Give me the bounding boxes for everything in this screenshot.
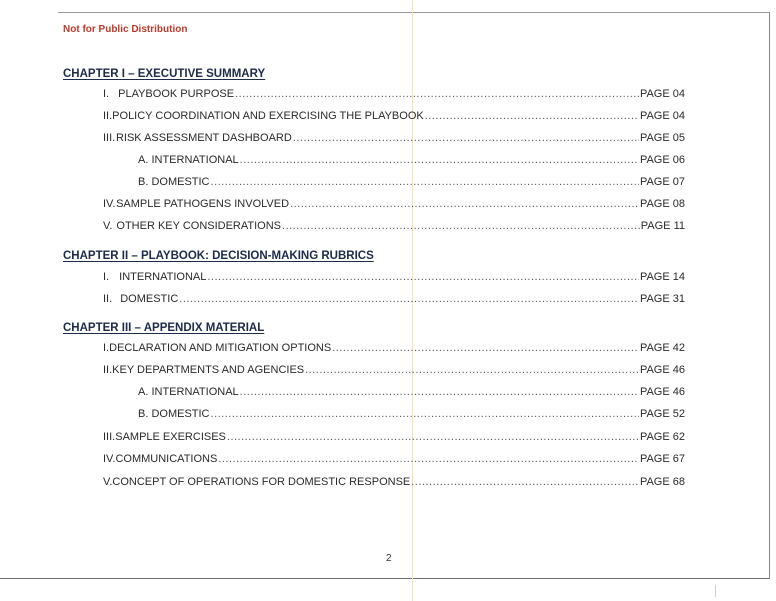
toc-entry-number: V. (103, 476, 113, 488)
toc-entry-page: PAGE 05 (639, 132, 685, 144)
toc-entry[interactable] (103, 453, 685, 469)
page-border-right (769, 12, 770, 578)
toc-entry-page: PAGE 42 (639, 342, 685, 354)
dot-leader (293, 132, 639, 144)
toc-entry-title: B. DOMESTIC (138, 408, 210, 420)
toc-entry-title: B. DOMESTIC (138, 176, 210, 188)
toc-entry-page: PAGE 14 (639, 271, 685, 283)
dot-leader (425, 110, 639, 122)
page-border-top (58, 12, 770, 13)
dot-leader (207, 271, 639, 283)
page-number: 2 (386, 553, 392, 564)
toc-entry-title: OTHER KEY CONSIDERATIONS (116, 220, 282, 232)
toc-entry-title: POLICY COORDINATION AND EXERCISING THE PLAYBOOK (112, 110, 424, 122)
dot-leader (240, 386, 639, 398)
toc-entry-title: INTERNATIONAL (119, 271, 207, 283)
toc-entry-page: PAGE 62 (639, 431, 685, 443)
toc-entry-number: II. (103, 110, 113, 122)
dot-leader (179, 293, 639, 305)
toc-entry[interactable] (103, 342, 685, 358)
toc-entry-number: I. (103, 88, 110, 100)
toc-entry-title: SAMPLE EXERCISES (115, 431, 226, 443)
dot-leader (240, 154, 639, 166)
toc-entry-page: PAGE 67 (639, 453, 685, 465)
toc-entry-page: PAGE 07 (639, 176, 685, 188)
toc-entry[interactable] (103, 271, 685, 287)
toc-entry[interactable] (103, 431, 685, 447)
dot-leader (218, 453, 639, 465)
toc-entry-page: PAGE 46 (639, 364, 685, 376)
toc-entry[interactable] (138, 154, 685, 170)
toc-entry-title: DECLARATION AND MITIGATION OPTIONS (109, 342, 332, 354)
toc-entry-title: KEY DEPARTMENTS AND AGENCIES (112, 364, 305, 376)
toc-entry[interactable] (103, 364, 685, 380)
toc-entry-page: PAGE 04 (639, 88, 685, 100)
chapter-2-heading: CHAPTER II – PLAYBOOK: DECISION-MAKING RUBRICS (63, 250, 374, 262)
toc-entry-title: RISK ASSESSMENT DASHBOARD (115, 132, 292, 144)
toc-entry-title: PLAYBOOK PURPOSE (118, 88, 235, 100)
toc-entry[interactable] (103, 132, 685, 148)
toc-entry-number: IV. (103, 198, 116, 210)
page-border-bottom (0, 578, 770, 579)
toc-entry-number: II. (103, 293, 113, 305)
toc-entry-number: V. (103, 220, 113, 232)
dot-leader (282, 220, 640, 232)
toc-entry[interactable] (103, 88, 685, 104)
dot-leader (235, 88, 639, 100)
toc-entry[interactable] (103, 198, 685, 214)
dot-leader (227, 431, 639, 443)
toc-entry-page: PAGE 46 (639, 386, 685, 398)
toc-entry-number: II. (103, 364, 113, 376)
toc-entry-title: A. INTERNATIONAL (138, 154, 239, 166)
chapter-3-heading: CHAPTER III – APPENDIX MATERIAL (63, 322, 265, 334)
toc-entry-page: PAGE 08 (639, 198, 685, 210)
toc-entry-page: PAGE 52 (639, 408, 685, 420)
dot-leader (211, 408, 639, 420)
toc-entry-number: I. (103, 342, 110, 354)
toc-entry-number: I. (103, 271, 110, 283)
toc-entry-number: III. (103, 431, 116, 443)
toc-entry[interactable] (138, 176, 685, 192)
toc-entry-page: PAGE 31 (639, 293, 685, 305)
dot-leader (332, 342, 639, 354)
scan-mark (715, 585, 716, 597)
toc-entry-page: PAGE 04 (639, 110, 685, 122)
toc-entry-page: PAGE 68 (639, 476, 685, 488)
toc-entry-page: PAGE 06 (639, 154, 685, 166)
chapter-1-heading: CHAPTER I – EXECUTIVE SUMMARY (63, 68, 266, 80)
dot-leader (290, 198, 639, 210)
toc-entry[interactable] (103, 110, 685, 126)
toc-entry-title: SAMPLE PATHOGENS INVOLVED (116, 198, 290, 210)
toc-entry[interactable] (103, 476, 685, 492)
toc-entry[interactable] (138, 408, 685, 424)
toc-entry-number: III. (103, 132, 116, 144)
toc-entry-title: A. INTERNATIONAL (138, 386, 239, 398)
toc-entry-title: CONCEPT OF OPERATIONS FOR DOMESTIC RESPONSE (112, 476, 411, 488)
dot-leader (411, 476, 639, 488)
toc-entry-title: COMMUNICATIONS (115, 453, 218, 465)
toc-entry[interactable] (103, 293, 685, 309)
distribution-label: Not for Public Distribution (63, 24, 188, 35)
toc-entry-page: PAGE 11 (640, 220, 685, 232)
dot-leader (305, 364, 639, 376)
toc-entry-title: DOMESTIC (120, 293, 179, 305)
toc-entry[interactable] (103, 220, 685, 236)
toc-entry[interactable] (138, 386, 685, 402)
dot-leader (211, 176, 639, 188)
toc-entry-number: IV. (103, 453, 116, 465)
